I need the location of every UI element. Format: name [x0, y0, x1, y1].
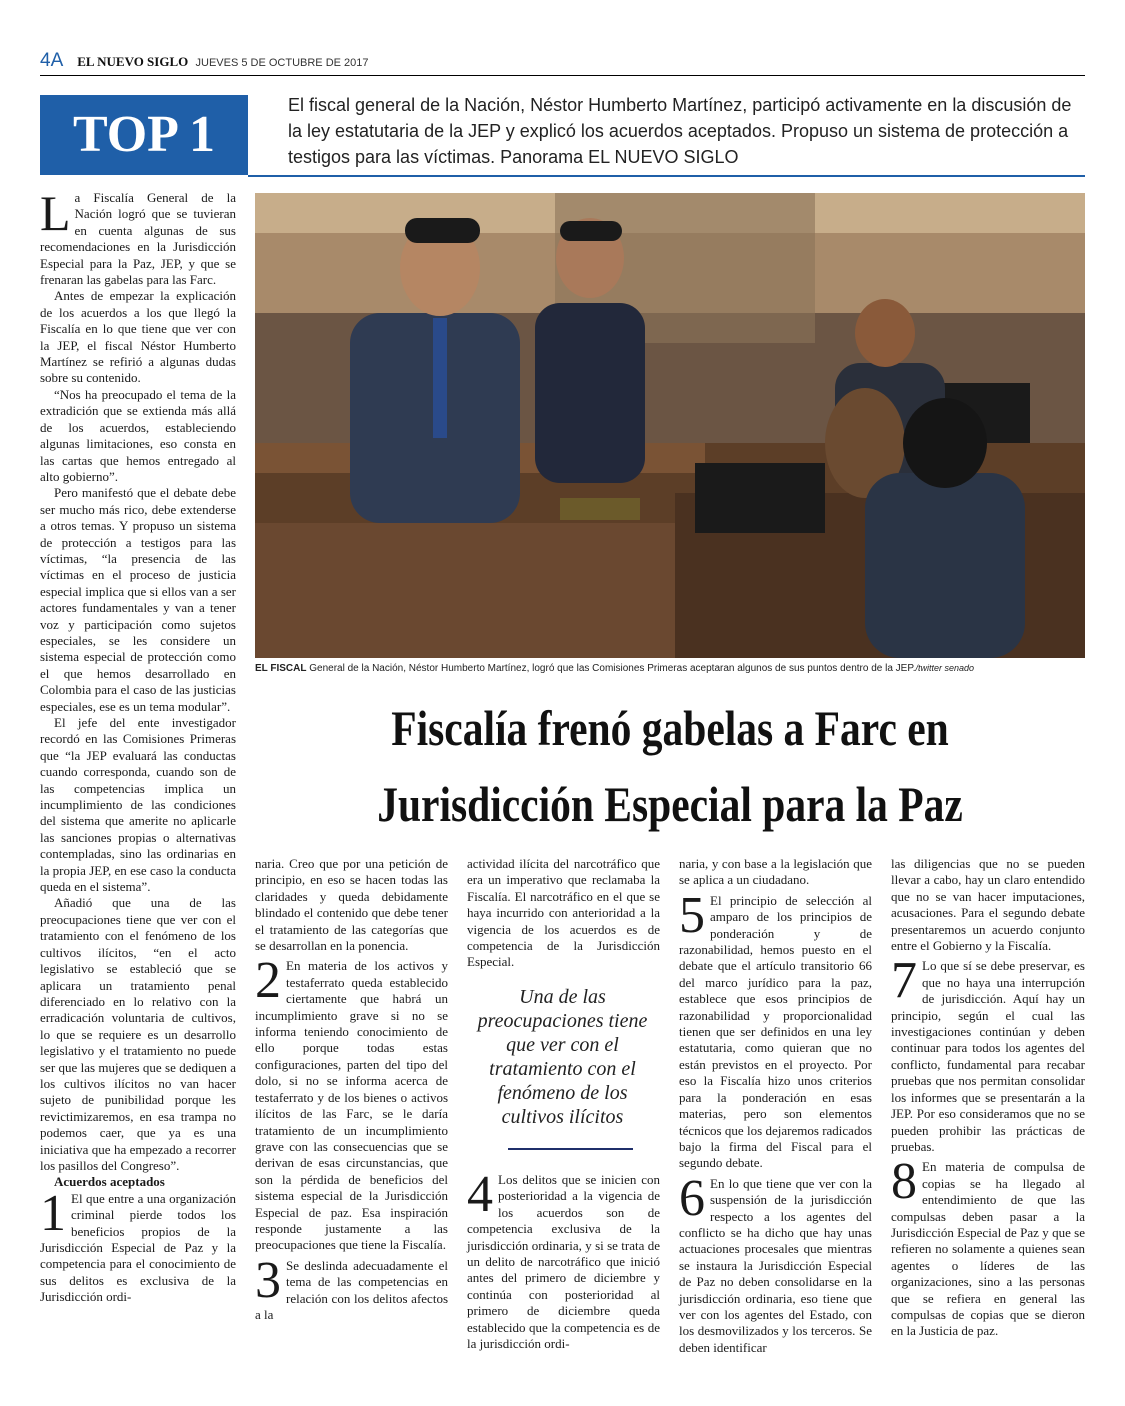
item-number: 5: [679, 886, 705, 944]
column-1: [40, 185, 236, 1306]
article-photo: [255, 193, 1085, 658]
numbered-item: 5 El principio de selección al amparo de los principios de ponderación y de razonabilidad, hemos puesto en el debate que el artículo transitorio 66 del marco jurídico para la paz, establece que esos principios de razonabilidad y proporcionalidad tienen que ser definidos en una ley estatutaria, como quieran que no están previstos en el proyecto. Por eso la Fiscalía hizo unos criterios para la ponderación en esas materias, pero son elementos técnicos que los dejaremos radicados bajo la firma del Fiscal para el segundo debate.: [679, 886, 872, 1171]
numbered-item: 4 Los delitos que se inicien con posterioridad a la vigencia de los acuerdos son de competencia exclusiva de la jurisdicción ordinaria, y si se trata de un delito de narcotráfico que inició antes del primero de diciembre y continúa con posterioridad al primero de diciembre queda establecido que la competencia es de la jurisdicción ordi-: [467, 1166, 660, 1352]
numbered-item: 8 En materia de compulsa de copias se ha llegado al entendimiento de que las compulsas deben pasar a la Jurisdicción Especial de Paz y que se refieren no solamente a quienes sean agentes o líderes de las organizaciones, sino a las personas que se refiera en general las compulsas de copias que se dieron en la Justicia de paz.: [891, 1153, 1085, 1339]
pull-quote: Una de las preocupaciones tiene que ver con el tratamiento con el fenómeno de los cultivos ilícitos: [477, 986, 648, 1128]
item-number: 3: [255, 1251, 281, 1309]
numbered-item: 1 El que entre a una organización criminal pierde todos los beneficios propios de la Jurisdicción Especial de Paz y la competencia para el conocimiento de sus delitos es exclusiva de la Jurisdicción ordi-: [40, 1184, 236, 1305]
photo-scene: [255, 193, 1085, 658]
item-number: 2: [255, 952, 281, 1010]
paragraph: Antes de empezar la explicación de los acuerdos a los que llegó la Fiscalía en lo que tiene que ver con la JEP, el fiscal Néstor Humberto Martínez se refirió a algunas dudas sobre su contenido.: [40, 288, 236, 386]
paragraph: “Nos ha preocupado el tema de la extradición que se extienda más allá de los acuerdos, estableciendo algunas limitaciones, eso consta en las cartas que hemos entregado al alto gobierno”.: [40, 386, 236, 484]
numbered-item: 6 En lo que tiene que ver con la suspensión de la jurisdicción respecto a los agentes del conflicto se ha dicho que hay unas actuaciones procesales que mientras se instaura la Jurisdicción Especial de Paz no deben consolidarse en la jurisdicción ordinaria, eso tiene que ver con los agentes del Estado, con los desmovilizados y los terceros. Se deben identificar: [679, 1169, 872, 1355]
page-header: [40, 50, 369, 72]
numbered-item: 7 Lo que sí se debe preservar, es que no haya una interrupción de jurisdicción. Aquí hay un principio, según el cual las investigaciones continúan y deben continuar para todos los agentes del conflicto, fundamental para recabar pruebas que nos permitan consolidar los informes que se presentarán a la JEP. Por eso consideramos que no se pueden prohibir las prácticas de pruebas.: [891, 952, 1085, 1154]
newspaper-brand: EL NUEVO SIGLO: [77, 54, 189, 69]
column-3: [467, 856, 660, 971]
page-number: 4A: [40, 50, 64, 71]
pull-quote-rule: [508, 1148, 633, 1150]
subheading: Acuerdos aceptados: [54, 1174, 165, 1190]
paragraph: naria, y con base a la legislación que se aplica a un ciudadano.: [679, 856, 872, 888]
paragraph: actividad ilícita del narcotráfico que era un imperativo que reclamaba la Fiscalía. El narcotráfico en el que se haya incurrido con anterioridad a la vigencia de los acuerdos es de competencia de la Jurisdicción Especial.: [467, 856, 660, 970]
item-number: 8: [891, 1153, 917, 1211]
headline-line-1: Fiscalía frenó gabelas a Farc en: [391, 700, 949, 756]
column-4: [679, 856, 872, 1356]
header-rule: [40, 75, 1085, 76]
headline-line-2: Jurisdicción Especial para la Paz: [377, 776, 963, 832]
item-number: 6: [679, 1169, 705, 1227]
paragraph: naria. Creo que por una petición de principio, en eso se hacen todas las claridades y queda debidamente blindado el contenido que debe tener el tratamiento de las categorías que se desarrollan en la ponencia.: [255, 856, 448, 954]
section-label: TOP 1: [40, 95, 248, 175]
caption-text: General de la Nación, Néstor Humberto Martínez, logró que las Comisiones Primeras aceptaran algunos de sus puntos dentro de la JEP.: [306, 663, 916, 674]
drop-cap: L: [40, 185, 71, 241]
headline: [326, 690, 1015, 842]
article-summary: El fiscal general de la Nación, Néstor Humberto Martínez, participó activamente en la discusión de la ley estatutaria de la JEP y explicó los acuerdos aceptados. Propuso un sistema de protección a testigos para las víctimas. Panorama EL NUEVO SIGLO: [288, 95, 1072, 167]
issue-date: JUEVES 5 DE OCTUBRE DE 2017: [195, 57, 369, 69]
column-3-lower: [467, 1166, 660, 1352]
item-number: 1: [40, 1184, 66, 1242]
caption-lead: EL FISCAL: [255, 663, 307, 674]
paragraph: Añadió que una de las preocupaciones tiene que ver con el tratamiento con el fenómeno de los cultivos ilícitos, “en el acto legislativo se estableció que se aplicara un tratamiento penal diferenciado en lo relativo con la erradicación voluntaria de cultivos, lo que se requiere es un desarrollo legislativo y el tratamiento no puede ser que las mujeres que se dediquen a los cultivos ilícitos no van hacer sujeto de punibilidad porque les revictimizaremos, en esa trampa no podemos caer, que ya es una iniciativa que ha empezado a recorrer los pasillos del Congreso”.: [40, 895, 236, 1173]
item-number: 4: [467, 1166, 493, 1223]
paragraph: El jefe del ente investigador recordó en las Comisiones Primeras que “la JEP evaluará las conductas cuando corresponda, cuando son de las competencias implica un incumplimiento de las condiciones del sistema que amerite no aplicarle las sanciones propias o alternativas contempladas, sino las ordinarias en la propia JEP, en ese caso la conducta queda en el sistema”.: [40, 715, 236, 895]
photo-credit: /twitter senado: [915, 663, 975, 673]
summary-rule: [248, 175, 1085, 177]
column-2: [255, 856, 448, 1323]
paragraph: las diligencias que no se pueden llevar a cabo, hay un claro entendido que no se van hacer imputaciones, acusaciones. Para el segundo debate presentaremos un acuerdo conjunto entre el Gobierno y la Fiscalía.: [891, 856, 1085, 954]
paragraph: Pero manifestó que el debate debe ser mucho más rico, debe extenderse a otros temas. Y propuso un sistema de protección a testigos para las víctimas, “la presencia de las víctimas en el proceso de justicia especial implica que si ellos van a ser actores fundamentales y van a tener voz y participación como sujetos especiales, se les considere un sistema especial de protección como el que hemos desarrollado en Colombia para el caso de las justicias especiales, ese es un tema modular”.: [40, 485, 236, 714]
item-number: 7: [891, 952, 917, 1010]
numbered-item: 3 Se deslinda adecuadamente el tema de las competencias en relación con los delitos afectos a la: [255, 1251, 448, 1322]
numbered-item: 2 En materia de los activos y testaferrato queda establecido ciertamente que habrá un incumplimiento grave si no se informa teniendo conocimiento de ello porque todas estas configuraciones, parten del tipo del dolo, si no se informa acerca de testaferrato y de los bienes o activos ilícitos de las Farc, se le daría tratamiento de un incumplimiento grave con las consecuencias que se derivan de esas circunstancias, que son la pérdida de beneficios del sistema especial de la Jurisdicción Especial de paz. Esa inspiración responde justamente a las preocupaciones que tiene la Fiscalía.: [255, 952, 448, 1253]
paragraph: La Fiscalía General de la Nación logró que se tuvieran en cuenta algunas de sus recomendaciones en la Jurisdicción Especial para la Paz, JEP, y que se frenaran las gabelas para las Farc.: [40, 185, 236, 288]
photo-caption: [255, 663, 1085, 674]
column-5: [891, 856, 1085, 1340]
